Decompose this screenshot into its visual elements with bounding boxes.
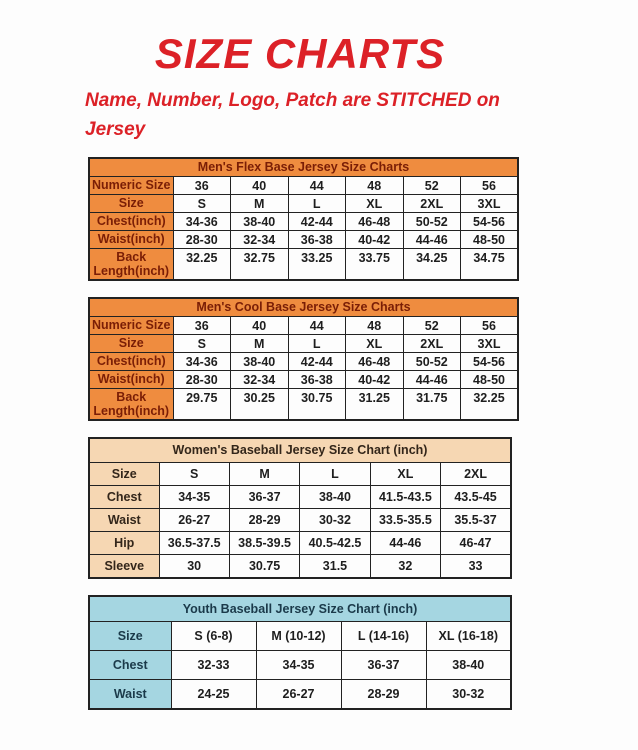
table-cell: 34-35 [159, 485, 229, 508]
table-cell: 29.75 [173, 388, 231, 420]
table-cell: 32 [370, 554, 440, 578]
table-cell: 48 [346, 316, 404, 334]
table-cell: 38.5-39.5 [229, 531, 299, 554]
table-cell: 44-46 [370, 531, 440, 554]
table-cell: 32-33 [171, 650, 256, 679]
table-row [89, 621, 511, 650]
table-cell: M [231, 334, 289, 352]
row-label: Hip [89, 531, 159, 554]
row-label: Waist [89, 508, 159, 531]
table-cell: 2XL [441, 462, 511, 485]
table-cell: 28-29 [341, 679, 426, 709]
table-row [89, 462, 511, 485]
table-cell: 26-27 [256, 679, 341, 709]
table-title: Men's Cool Base Jersey Size Charts [89, 298, 518, 317]
table-title-row [89, 298, 518, 317]
table-cell: 42-44 [288, 352, 346, 370]
table-cell: 36 [173, 316, 231, 334]
table-cell: 32.75 [231, 248, 289, 280]
table-row [89, 334, 518, 352]
table-title-row [89, 158, 518, 177]
table-row [89, 485, 511, 508]
table-cell: 54-56 [461, 212, 519, 230]
table-cell: 3XL [461, 334, 519, 352]
table-cell: 32-34 [231, 230, 289, 248]
table-row [89, 212, 518, 230]
table-cell: 48-50 [461, 230, 519, 248]
table-cell: 30.75 [229, 554, 299, 578]
table-cell: 56 [461, 316, 519, 334]
table-cell: S (6-8) [171, 621, 256, 650]
row-label: Chest(inch) [89, 352, 173, 370]
table-row [89, 176, 518, 194]
table-cell: 32-34 [231, 370, 289, 388]
table-cell: 2XL [403, 334, 461, 352]
table-row [89, 508, 511, 531]
page-subtitle: Name, Number, Logo, Patch are STITCHED on Jersey [85, 90, 500, 141]
row-label: Chest(inch) [89, 212, 173, 230]
table-cell: L [300, 462, 370, 485]
table-cell: 36-37 [229, 485, 299, 508]
table-cell: 34-36 [173, 352, 231, 370]
table-row [89, 370, 518, 388]
table-cell: 52 [403, 176, 461, 194]
table-title: Youth Baseball Jersey Size Chart (inch) [89, 596, 511, 622]
table-cell: 46-48 [346, 212, 404, 230]
table-row [89, 230, 518, 248]
table-cell: XL (16-18) [426, 621, 511, 650]
table-cell: 32.25 [461, 388, 519, 420]
table-cell: 44 [288, 176, 346, 194]
table-cell: 36.5-37.5 [159, 531, 229, 554]
table-cell: 33.5-35.5 [370, 508, 440, 531]
table-cell: 36-38 [288, 230, 346, 248]
table-cell: M [229, 462, 299, 485]
table-cell: 38-40 [300, 485, 370, 508]
table-cell: 33 [441, 554, 511, 578]
table-cell: M [231, 194, 289, 212]
table-cell: 48 [346, 176, 404, 194]
table-cell: S [159, 462, 229, 485]
table-cell: S [173, 334, 231, 352]
table-cell: 46-48 [346, 352, 404, 370]
table-cell: 36-37 [341, 650, 426, 679]
table-cell: 28-30 [173, 370, 231, 388]
table-cell: 34.75 [461, 248, 519, 280]
table-cell: 30.75 [288, 388, 346, 420]
row-label: Sleeve [89, 554, 159, 578]
table-cell: M (10-12) [256, 621, 341, 650]
table-cell: 38-40 [426, 650, 511, 679]
row-label: Size [89, 194, 173, 212]
table-row [89, 650, 511, 679]
row-label: Size [89, 621, 171, 650]
table-row [89, 531, 511, 554]
table-cell: XL [346, 194, 404, 212]
table-row [89, 248, 518, 280]
table-cell: 34-35 [256, 650, 341, 679]
table-cell: 48-50 [461, 370, 519, 388]
table-cell: 31.5 [300, 554, 370, 578]
table-cell: 34-36 [173, 212, 231, 230]
table-cell: 31.25 [346, 388, 404, 420]
table-cell: 44-46 [403, 230, 461, 248]
table-cell: 31.75 [403, 388, 461, 420]
row-label: Waist [89, 679, 171, 709]
row-label: Waist(inch) [89, 370, 173, 388]
table-cell: 54-56 [461, 352, 519, 370]
table-cell: 52 [403, 316, 461, 334]
table-cell: 36-38 [288, 370, 346, 388]
table-cell: 56 [461, 176, 519, 194]
table-cell: 44-46 [403, 370, 461, 388]
table-cell: 28-30 [173, 230, 231, 248]
table-cell: 40-42 [346, 230, 404, 248]
table-cell: 35.5-37 [441, 508, 511, 531]
row-label: Size [89, 462, 159, 485]
row-label: Waist(inch) [89, 230, 173, 248]
table-row [89, 679, 511, 709]
row-label: Numeric Size [89, 176, 173, 194]
table-cell: S [173, 194, 231, 212]
table-cell: 2XL [403, 194, 461, 212]
size-tables-container [88, 157, 638, 710]
size-table-mens-flex-base [88, 157, 519, 281]
table-cell: L (14-16) [341, 621, 426, 650]
table-cell: 33.75 [346, 248, 404, 280]
table-cell: 32.25 [173, 248, 231, 280]
table-title: Women's Baseball Jersey Size Chart (inch) [89, 438, 511, 463]
size-table-mens-cool-base [88, 297, 519, 421]
table-cell: 24-25 [171, 679, 256, 709]
table-cell: 30-32 [300, 508, 370, 531]
table-title-row [89, 438, 511, 463]
table-cell: 38-40 [231, 212, 289, 230]
row-label: Numeric Size [89, 316, 173, 334]
row-label: Chest [89, 485, 159, 508]
table-row [89, 194, 518, 212]
table-cell: 28-29 [229, 508, 299, 531]
size-table-womens-baseball [88, 437, 512, 579]
table-cell: XL [370, 462, 440, 485]
table-cell: 42-44 [288, 212, 346, 230]
table-row [89, 316, 518, 334]
table-cell: 40 [231, 176, 289, 194]
table-row [89, 352, 518, 370]
table-cell: L [288, 334, 346, 352]
table-cell: 43.5-45 [441, 485, 511, 508]
row-label: Back Length(inch) [89, 248, 173, 280]
page-title: SIZE CHARTS [154, 30, 446, 77]
table-title: Men's Flex Base Jersey Size Charts [89, 158, 518, 177]
row-label: Size [89, 334, 173, 352]
table-cell: 30-32 [426, 679, 511, 709]
table-cell: 30.25 [231, 388, 289, 420]
table-row [89, 388, 518, 420]
table-cell: 33.25 [288, 248, 346, 280]
table-title-row [89, 596, 511, 622]
table-cell: 46-47 [441, 531, 511, 554]
table-cell: 50-52 [403, 352, 461, 370]
table-cell: 40-42 [346, 370, 404, 388]
table-cell: 50-52 [403, 212, 461, 230]
table-cell: 41.5-43.5 [370, 485, 440, 508]
table-cell: 26-27 [159, 508, 229, 531]
table-row [89, 554, 511, 578]
table-cell: 34.25 [403, 248, 461, 280]
table-cell: 36 [173, 176, 231, 194]
table-cell: L [288, 194, 346, 212]
table-cell: 44 [288, 316, 346, 334]
table-cell: 40.5-42.5 [300, 531, 370, 554]
table-cell: 38-40 [231, 352, 289, 370]
row-label: Chest [89, 650, 171, 679]
row-label: Back Length(inch) [89, 388, 173, 420]
size-table-youth-baseball [88, 595, 512, 710]
table-cell: 40 [231, 316, 289, 334]
table-cell: 3XL [461, 194, 519, 212]
table-cell: XL [346, 334, 404, 352]
table-cell: 30 [159, 554, 229, 578]
